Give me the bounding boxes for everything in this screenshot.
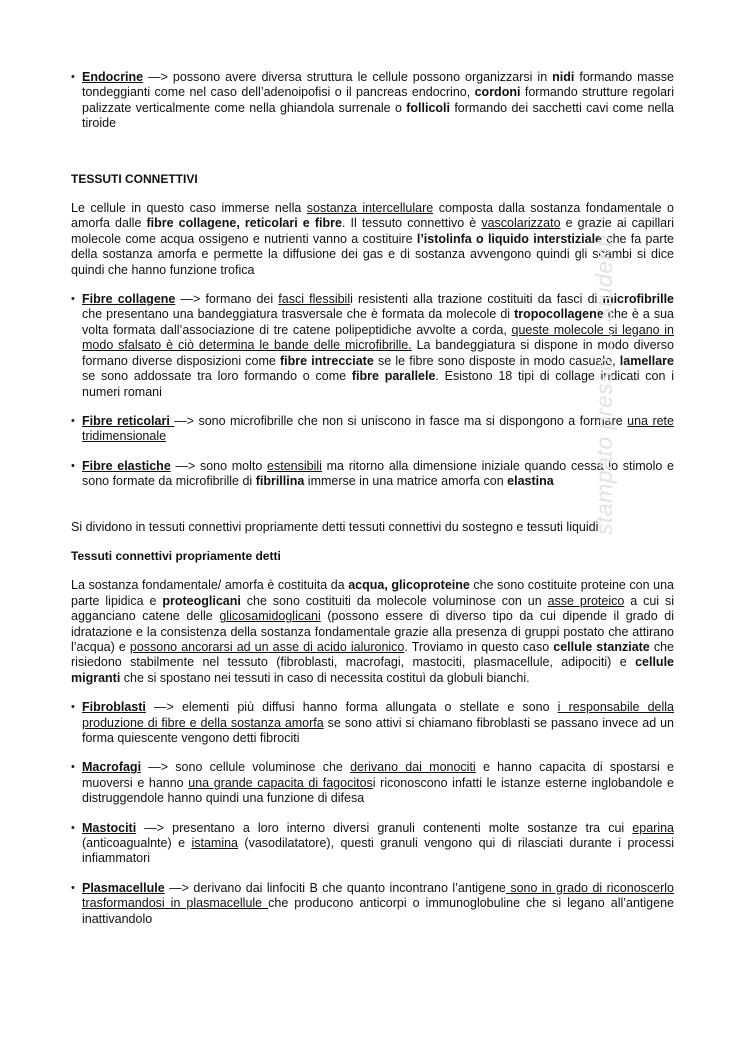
text-run: cellule migranti <box>71 655 674 685</box>
text-run: eparina <box>632 820 674 835</box>
text-run: Fibroblasti <box>82 700 146 715</box>
text-run: —> sono microfibrille che non si uniscono in fasce ma si dispongono a formare <box>174 413 628 428</box>
text-run: —> possono avere diversa struttura le cellule possono organizzarsi in <box>143 70 553 84</box>
list-item <box>71 70 674 132</box>
text-run: Le cellule in questo caso immerse nella <box>71 201 307 216</box>
text-run: e grazie ai capillari molecole come acqua ossigeno e nutrienti vanno a costituire <box>71 216 675 246</box>
list-item <box>71 414 674 445</box>
spacer <box>71 535 674 549</box>
text-run: queste molecole si legano in modo sfalsato è ciò determina le bande delle microfibrille. <box>82 322 674 353</box>
spacer <box>71 187 674 201</box>
text-run: glicosamidoglicani <box>219 609 321 624</box>
text-run: fibre parallele <box>351 369 436 384</box>
text-run: che producono anticorpi o immunoglobuline che si legano all’antigene inattivandolo <box>82 896 674 926</box>
text-run: se sono addossate tra loro formando o come <box>82 369 352 384</box>
text-run: a cui si agganciano catene delle <box>71 593 674 624</box>
text-run: follicoli <box>406 100 450 115</box>
text-run: formando strutture regolari palizzate verticalmente come nella ghiandola surrenale o <box>82 85 674 115</box>
text-run: una grande capacita di fagocitos <box>188 775 373 790</box>
spacer <box>71 132 674 172</box>
text-run: lamellare <box>619 353 675 368</box>
text-run: —> presentano a loro interno diversi granuli contenenti molte sostanze tra cui <box>136 820 633 835</box>
text-run: —> formano dei <box>175 292 279 307</box>
text-run: proteoglicani <box>162 593 241 608</box>
text-run: istamina <box>191 836 238 851</box>
text-run: che risiedono stabilmente nel tessuto (fibroblasti, macrofagi, mastociti, plasmacellule, adipociti) e <box>71 639 674 670</box>
text-run: TESSUTI CONNETTIVI <box>71 171 198 186</box>
paragraph <box>71 520 674 535</box>
text-run: fibrillina <box>255 474 305 489</box>
text-run: Mastociti <box>82 820 137 835</box>
section-heading <box>71 549 674 564</box>
text-run: —> sono cellule voluminose che <box>141 760 351 775</box>
text-run: derivano dai monociti <box>350 760 476 775</box>
text-run: cordoni <box>474 85 521 100</box>
text-run: elastina <box>507 474 554 489</box>
text-run: Fibre elastiche <box>82 458 171 473</box>
text-run: . Esistono 18 tipi di collage indicati con i numeri romani <box>82 369 674 399</box>
text-run: che sono costituiti da molecole voluminose con un <box>240 593 548 608</box>
spacer <box>71 686 674 700</box>
text-run: i riconoscono infatti le istanze esterne inglobandole e distruggendole hanno quindi una funzione di difesa <box>82 775 674 806</box>
list-item <box>71 881 674 927</box>
text-run: Fibre collagene <box>82 292 176 307</box>
text-run: che si spostano nei tessuti in caso di necessita costituì da globuli bianchi. <box>120 670 530 685</box>
text-run: che fa parte della sostanza amorfa e permette la diffusione dei gas e di sostanza avvengono quindi gli scambi si dice quindi che hanno funzione trofica <box>71 231 674 277</box>
spacer <box>71 867 674 881</box>
text-run: Endocrine <box>82 70 144 84</box>
list-item <box>71 821 674 867</box>
text-run: formando masse tondeggianti come nel caso dell’adenoipofisi o il pancreas endocrino, <box>82 70 675 100</box>
text-run: e hanno capacita di spostarsi e muoversi e hanno <box>82 760 675 790</box>
spacer <box>71 564 674 578</box>
text-run: fibre intrecciate <box>280 353 374 368</box>
text-run: estensibili <box>267 458 322 473</box>
list-item <box>71 292 674 400</box>
text-run: formando dei sacchetti cavi come nella tiroide <box>82 100 674 131</box>
text-run: tropocollagene <box>514 307 604 322</box>
watermark: stampato presso ... Studenti <box>591 234 617 535</box>
text-run: nidi <box>552 70 575 84</box>
text-run: fasci flessibil <box>278 292 351 307</box>
text-run: sono in grado di riconoscerlo trasformandosi in plasmacellule <box>82 880 674 911</box>
text-run: (possono essere di diverso tipo da cui dipende il grado di idratazione e la consistenza della sostanza fondamentale grazie alla presenza di gruppi postato che attirano l’acqua) e <box>71 609 674 654</box>
paragraph <box>71 578 674 686</box>
text-run: . Troviamo in questo caso <box>404 639 554 654</box>
text-run: Si dividono in tessuti connettivi propriamente detti tessuti connettivi du sostegno e tessuti liquidi <box>71 519 599 534</box>
spacer <box>71 490 674 520</box>
text-run: che è a sua volta formata dall’associazione di tre catene polipeptidiche avvolte a corda, <box>82 307 674 337</box>
document-page <box>71 70 674 927</box>
text-run: i resistenti alla trazione costituiti da fasci di <box>350 292 603 307</box>
text-run: (anticoagualnte) e <box>82 836 192 851</box>
text-run: composta dalla sostanza fondamentale o amorfa dalle <box>71 201 675 231</box>
text-run: cellule stanziate <box>553 639 650 654</box>
text-run: Fibre reticolari <box>82 413 175 428</box>
section-heading <box>71 172 674 187</box>
text-run: microfibrille <box>602 292 674 307</box>
text-run: Plasmacellule <box>82 880 165 895</box>
text-run: se le fibre sono disposte in modo casuale, <box>373 353 620 368</box>
text-run: i responsabile della produzione di fibre e della sostanza amorfa <box>82 700 674 730</box>
text-run: asse proteico <box>547 593 625 608</box>
text-run: Tessuti connettivi propriamente detti <box>71 548 281 563</box>
text-run: immerse in una matrice amorfa con <box>304 474 508 489</box>
paragraph <box>71 201 674 278</box>
text-run: una rete tridimensionale <box>82 413 674 444</box>
spacer <box>71 445 674 459</box>
text-run: acqua, glicoproteine <box>348 578 470 593</box>
text-run: La bandeggiatura si dispone in modo diverso formano diverse disposizioni come <box>82 338 674 368</box>
text-run: che presentano una bandeggiatura trasversale che è formata da molecole di <box>82 307 515 322</box>
text-run: La sostanza fondamentale/ amorfa è costituita da <box>71 578 349 593</box>
text-run: (vasodilatatore), questi granuli vengono qui di rilasciati durante i processi infiammatori <box>82 836 674 866</box>
spacer <box>71 807 674 821</box>
text-run: l’istolinfa o liquido interstiziale <box>416 231 603 246</box>
text-run: —> derivano dai linfociti B che quanto incontrano l’antigene <box>164 880 506 895</box>
text-run: che sono costituite proteine con una parte lipidica e <box>71 578 675 608</box>
text-run: Macrofagi <box>82 760 142 775</box>
text-run: —> sono molto <box>170 458 268 473</box>
text-run: se sono attivi si chiamano fibroblasti se passano invece ad un forma quiescente vengono detti fibrociti <box>82 715 674 745</box>
list-item <box>71 700 674 746</box>
text-run: —> elementi più diffusi hanno forma allungata o stellate e sono <box>145 700 558 715</box>
spacer <box>71 400 674 414</box>
text-run: sostanza intercellulare <box>306 201 434 216</box>
text-run: vascolarizzato <box>481 216 561 231</box>
list-item <box>71 760 674 806</box>
spacer <box>71 278 674 292</box>
text-run: ma ritorno alla dimensione iniziale quando cessa lo stimolo e sono formate da microfibrille di <box>82 458 674 489</box>
list-item <box>71 459 674 490</box>
text-run: . Il tessuto connettivo è <box>341 216 482 231</box>
text-run: fibre collagene, reticolari e fibre <box>146 216 342 231</box>
text-run: possono ancorarsi ad un asse di acido ialuronico <box>129 639 405 654</box>
spacer <box>71 746 674 760</box>
